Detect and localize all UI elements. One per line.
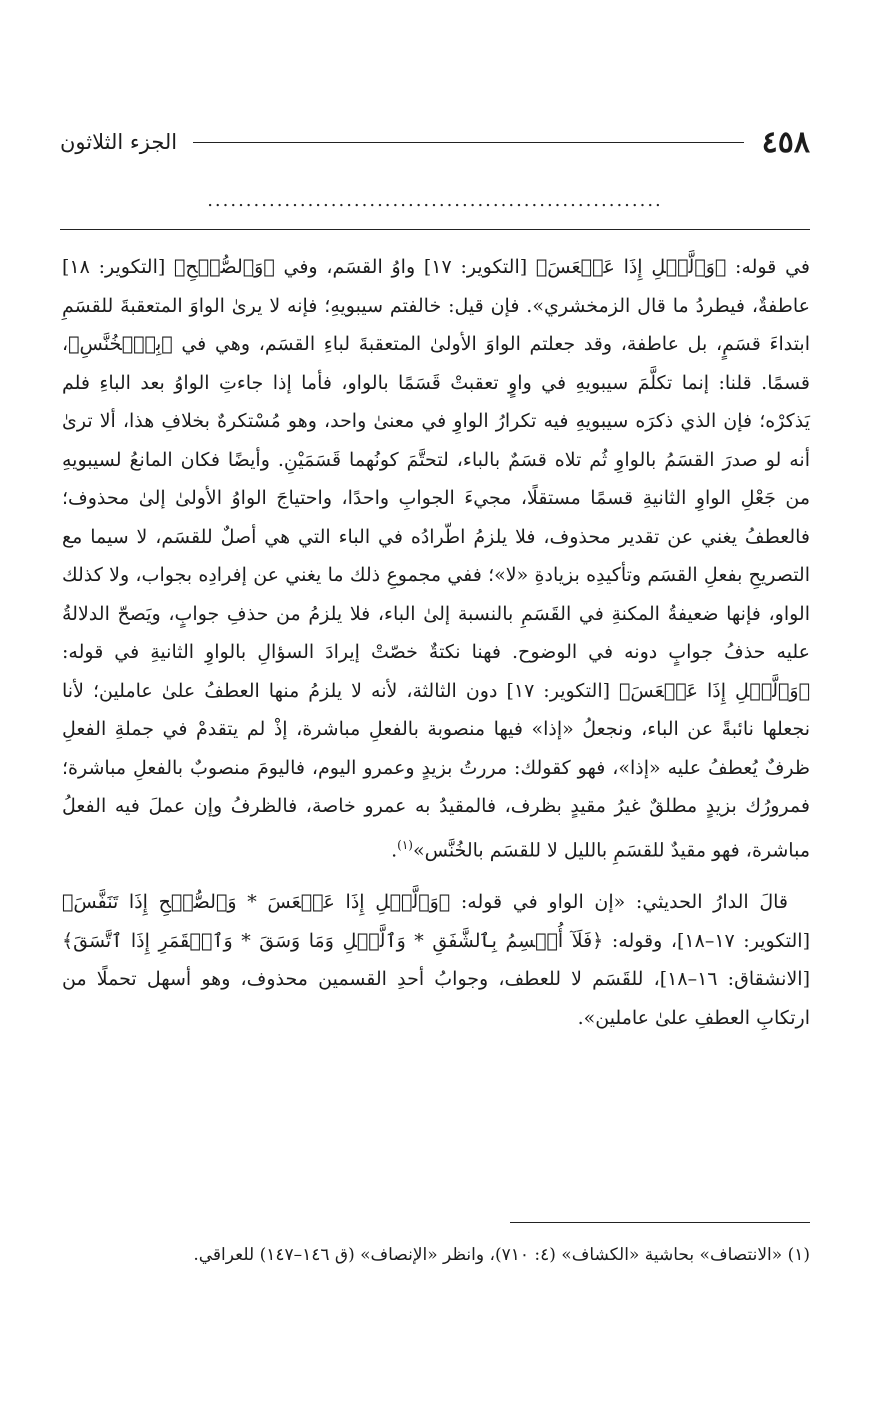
separator-dots: ........................................................... [207, 190, 663, 211]
footnote-reference: (١) [397, 837, 413, 852]
paragraph-2: قالَ الدارُ الحديثي: «إن الواو في قوله: ﴿وَٱلَّيۡلِ إِذَا عَسۡعَسَ * وَٱلصُّبۡحِ إِذَا تَنَفَّسَ﴾ [التكوير: ١٧–١٨]، وقوله: ﴿فَلَآ أُقۡسِمُ بِٱلشَّفَقِ * وَٱلَّيۡلِ وَمَا وَسَقَ * وَٱلۡقَمَرِ إِذَا ٱتَّسَقَ﴾ [الانشقاق: ١٦–١٨]، للقَسَم لا للعطف، وجوابُ أحدِ القسمين محذوف، وهو أسهل تحملًا من ارتكابِ العطفِ علىٰ عاملين». [62, 891, 810, 1029]
footnote-rule [510, 1222, 810, 1223]
paragraph-1-end: . [391, 838, 398, 861]
header-rule [193, 142, 744, 143]
page-number: ٤٥٨ [761, 124, 810, 160]
paragraph-1 [62, 248, 810, 869]
main-text [62, 248, 810, 1037]
top-rule [60, 229, 810, 230]
footnote: (١) «الانتصاف» بحاشية «الكشاف» (٤: ٧١٠)، وانظر «الإنصاف» (ق ١٤٦–١٤٧) للعراقي. [193, 1245, 810, 1265]
paragraph-1-text: في قوله: ﴿وَٱلَّيۡلِ إِذَا عَسۡعَسَ﴾ [التكوير: ١٧] واوُ القسَم، وفي ﴿وَٱلصُّبۡحِ﴾ [التكوير: ١٨] عاطفةٌ، فيطردُ ما قال الزمخشري». فإن قيل: خالفتم سيبويهِ؛ فإنه لا يرىٰ الواوَ المتعقبةَ للقسَمِ ابتداءَ قسَمٍ، بل عاطفة، وقد جعلتم الواوَ الأولىٰ المتعقبةَ لباءِ القسَم، وهي في ﴿بِٱلۡخُنَّسِ﴾، قسمًا. قلنا: إنما تكلَّمَ سيبويهِ في واوٍ تعقبتْ قَسَمًا بالواو، فأما إذا جاءتِ الواوُ بعد الباءِ فلم يَذكرْه؛ فإن الذي ذكرَه سيبويهِ فيه تكرارُ الواوِ في معنىٰ واحد، وهو مُسْتكرهٌ بخلافِ هذا، ألا ترىٰ أنه لو صدرَ القسَمُ بالواوِ ثُم تلاه قسَمٌ بالباء، لتحتَّمَ كونُهما قَسَمَيْنِ. وأيضًا فكان المانعُ لسيبويهِ من جَعْلِ الواوِ الثانيةِ قسمًا مستقلًا، مجيءَ الجوابِ واحدًا، واحتياجَ الواوُ الأولىٰ إلىٰ محذوف؛ فالعطفُ يغني عن تقدير محذوف، فلا يلزمُ اطّرادُه في الباء التي هي أصلٌ للقسَم، لا سيما مع التصريحِ بفعلِ القسَم وتأكيدِه بزيادةِ «لا»؛ ففي مجموعِ ذلك ما يغني عن إفرادِه بجواب، ولا كذلك الواو، فإنها ضعيفةُ المكنةِ في القَسَمِ بالنسبة إلىٰ الباء، فلا يلزمُ من حذفِ جوابٍ، ويَصحّ الدلالةُ عليه حذفُ جوابٍ دونه في الوضوح. فهنا نكتةٌ خصّتْ إيرادَ السؤالِ بالواوِ الثانيةِ في قوله: ﴿وَٱلَّيۡلِ إِذَا عَسۡعَسَ﴾ [التكوير: ١٧] دون الثالثة، لأنه لا يلزمُ منها العطفُ علىٰ عاملين؛ لأنا نجعلها نائبةً عن الباء، ونجعلُ «إذا» فيها منصوبة بالفعلِ مباشرة، إذْ لم يتقدمْ في جملةِ الفعلِ ظرفٌ يُعطفُ عليه «إذا»، فهو كقولك: مررتُ بزيدٍ وعمرو اليوم، فاليومَ منصوبٌ بالفعلِ مباشرة؛ فمرورُك بزيدٍ مطلقٌ غيرُ مقيدٍ بظرف، فالمقيدُ به عمرو خاصة، فالظرفُ وإن عملَ فيه الفعلُ مباشرة، فهو مقيدٌ للقسَمِ بالليل لا للقسَم بالخُنَّس» [62, 256, 811, 861]
page-header [60, 120, 810, 164]
running-title: الجزء الثلاثون [60, 130, 178, 154]
